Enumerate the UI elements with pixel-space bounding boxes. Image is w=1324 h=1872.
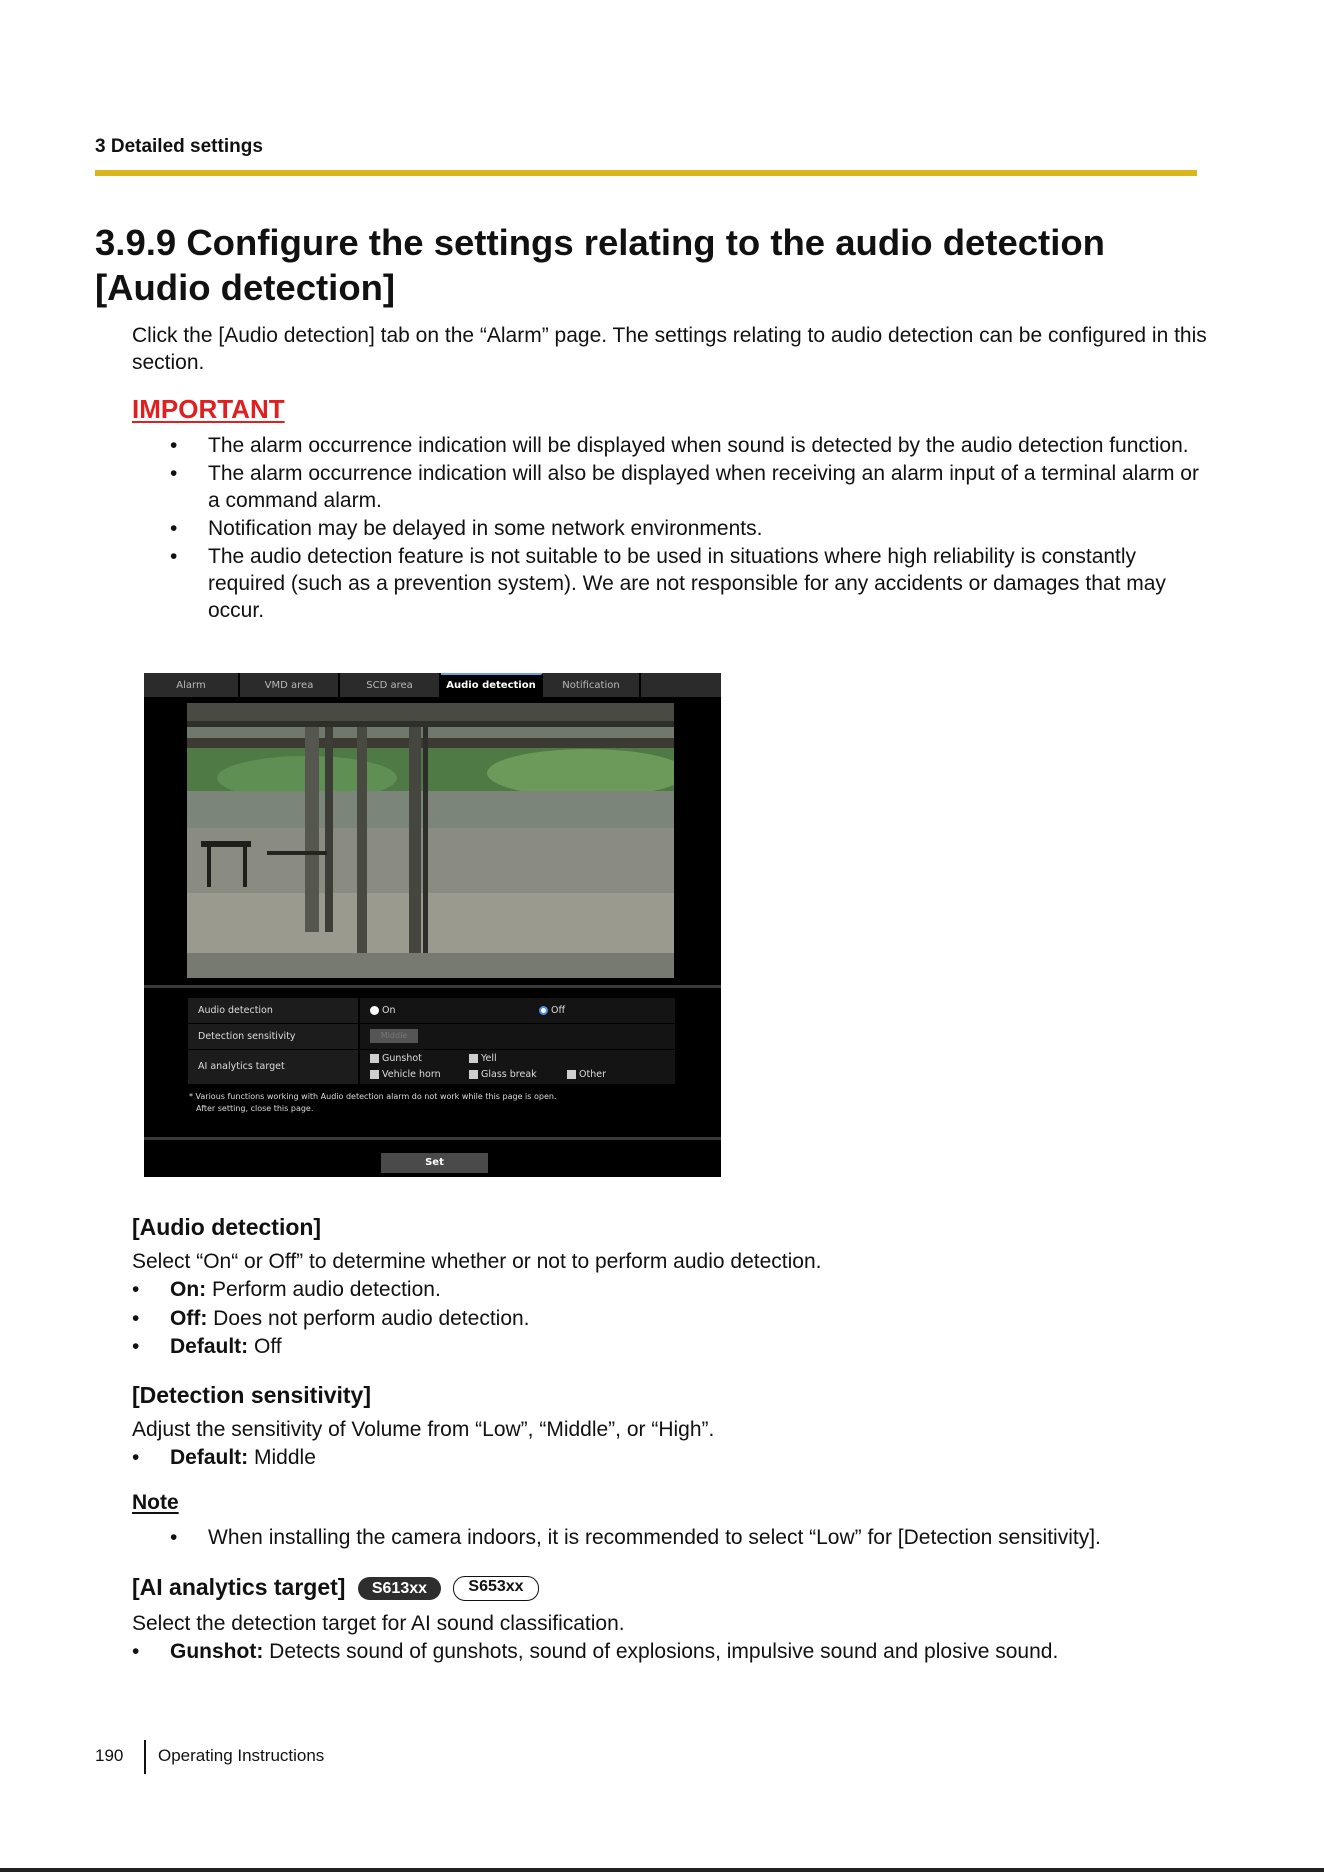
row-value [360, 998, 675, 1023]
camera-note [189, 1091, 669, 1115]
checkbox-icon [370, 1054, 379, 1063]
settings-table [188, 998, 675, 1085]
header-rule [95, 170, 1197, 176]
term: On: [170, 1278, 207, 1301]
camera-scene-picture [187, 703, 674, 978]
checkbox-icon [567, 1070, 576, 1079]
page-bottom-edge [0, 1868, 1324, 1872]
note-heading: Note [132, 1491, 179, 1514]
term: Gunshot: [170, 1640, 264, 1663]
checkbox-other[interactable] [567, 1069, 606, 1080]
term-text: Perform audio detection. [206, 1278, 441, 1301]
camera-note-line2: After setting, close this page. [196, 1104, 314, 1113]
radio-label: On [382, 1005, 396, 1016]
ai-target-heading-text: [AI analytics target] [132, 1574, 346, 1600]
tab-scd-area[interactable]: SCD area [340, 673, 441, 697]
checkbox-icon [370, 1070, 379, 1079]
audio-detection-list [132, 1276, 530, 1362]
term-text: Off [248, 1335, 282, 1358]
row-label: Audio detection [188, 998, 360, 1023]
list-item: • When installing the camera indoors, it is recommended to select “Low” for [Detection sensitivity]. [170, 1524, 1101, 1551]
separator [144, 1137, 721, 1140]
checkbox-label: Yell [481, 1053, 497, 1064]
footer-doc-title: Operating Instructions [158, 1746, 325, 1765]
row-audio-detection [188, 998, 675, 1024]
tab-bar [144, 673, 721, 697]
sensitivity-description: Adjust the sensitivity of Volume from “Low”, “Middle”, or “High”. [132, 1418, 715, 1441]
model-badge-s653: S653xx [453, 1576, 538, 1601]
checkbox-label: Gunshot [382, 1053, 422, 1064]
list-item: • The alarm occurrence indication will be displayed when sound is detected by the audio detection function. [170, 432, 1210, 459]
important-list [170, 432, 1210, 625]
audio-detection-heading: [Audio detection] [132, 1214, 322, 1240]
radio-off[interactable] [539, 1005, 565, 1016]
row-ai-analytics-target [188, 1050, 675, 1085]
checkbox-icon [469, 1070, 478, 1079]
sensitivity-select[interactable]: Middle [370, 1029, 418, 1043]
term: Default: [170, 1335, 249, 1358]
term-text: Detects sound of gunshots, sound of explosions, impulsive sound and plosive sound. [263, 1640, 1059, 1663]
checkbox-label: Glass break [481, 1069, 537, 1080]
audio-detection-description: Select “On“ or Off” to determine whether or not to perform audio detection. [132, 1250, 822, 1273]
checkbox-icon [469, 1054, 478, 1063]
sensitivity-heading: [Detection sensitivity] [132, 1382, 371, 1408]
list-item [132, 1276, 530, 1305]
row-value [360, 1050, 675, 1084]
camera-note-line1: * Various functions working with Audio detection alarm do not work while this page is open. [189, 1092, 557, 1101]
page-title: 3.9.9 Configure the settings relating to the audio detection [Audio detection] [95, 222, 1105, 308]
intro-text: Click the [Audio detection] tab on the “Alarm” page. The settings relating to audio detection can be configured in this section. [132, 324, 1207, 374]
list-item: • Notification may be delayed in some network environments. [170, 515, 1210, 542]
important-heading: IMPORTANT [132, 394, 285, 424]
model-badge-s613: S613xx [358, 1577, 441, 1600]
sensitivity-list [132, 1444, 316, 1473]
camera-preview-image [187, 703, 674, 978]
row-label: AI analytics target [188, 1050, 360, 1084]
checkbox-yell[interactable] [469, 1053, 497, 1064]
footer-divider [144, 1740, 146, 1774]
checkbox-vehicle-horn[interactable] [370, 1069, 441, 1080]
row-detection-sensitivity [188, 1024, 675, 1050]
list-item: • The alarm occurrence indication will also be displayed when receiving an alarm input of a terminal alarm or a command alarm. [170, 460, 1210, 514]
term: Off: [170, 1306, 208, 1330]
section-header: 3 Detailed settings [95, 136, 263, 157]
radio-dot-icon [370, 1006, 379, 1015]
tab-alarm[interactable]: Alarm [144, 673, 240, 697]
radio-selected-icon [539, 1006, 548, 1015]
camera-settings-screenshot [144, 673, 721, 1177]
tab-bar-fill [641, 673, 721, 697]
row-value [360, 1024, 675, 1049]
radio-on[interactable] [370, 1005, 396, 1016]
list-item [132, 1305, 530, 1334]
separator [144, 985, 721, 988]
checkbox-gunshot[interactable] [370, 1053, 422, 1064]
tab-audio-detection[interactable]: Audio detection [441, 673, 543, 697]
term-text: Does not perform audio detection. [207, 1306, 530, 1330]
tab-notification[interactable]: Notification [543, 673, 641, 697]
note-list [170, 1524, 1101, 1551]
checkbox-label: Vehicle horn [382, 1069, 441, 1080]
term: Default: [170, 1446, 249, 1469]
row-label: Detection sensitivity [188, 1024, 360, 1049]
radio-label: Off [551, 1005, 566, 1016]
list-item: • The audio detection feature is not suitable to be used in situations where high reliability is constantly required (such as a prevention system). We are not responsible for any accidents or damages that may occur. [170, 543, 1210, 624]
page-number: 190 [95, 1746, 124, 1765]
ai-target-description: Select the detection target for AI sound classification. [132, 1612, 625, 1635]
list-item [132, 1333, 530, 1362]
set-button[interactable]: Set [381, 1153, 488, 1173]
tab-vmd-area[interactable]: VMD area [240, 673, 340, 697]
checkbox-glass-break[interactable] [469, 1069, 537, 1080]
ai-target-list [132, 1638, 1058, 1667]
list-item [132, 1638, 1058, 1667]
checkbox-label: Other [579, 1069, 606, 1080]
ai-target-heading [132, 1574, 539, 1601]
term-text: Middle [248, 1446, 316, 1469]
list-item [132, 1444, 316, 1473]
